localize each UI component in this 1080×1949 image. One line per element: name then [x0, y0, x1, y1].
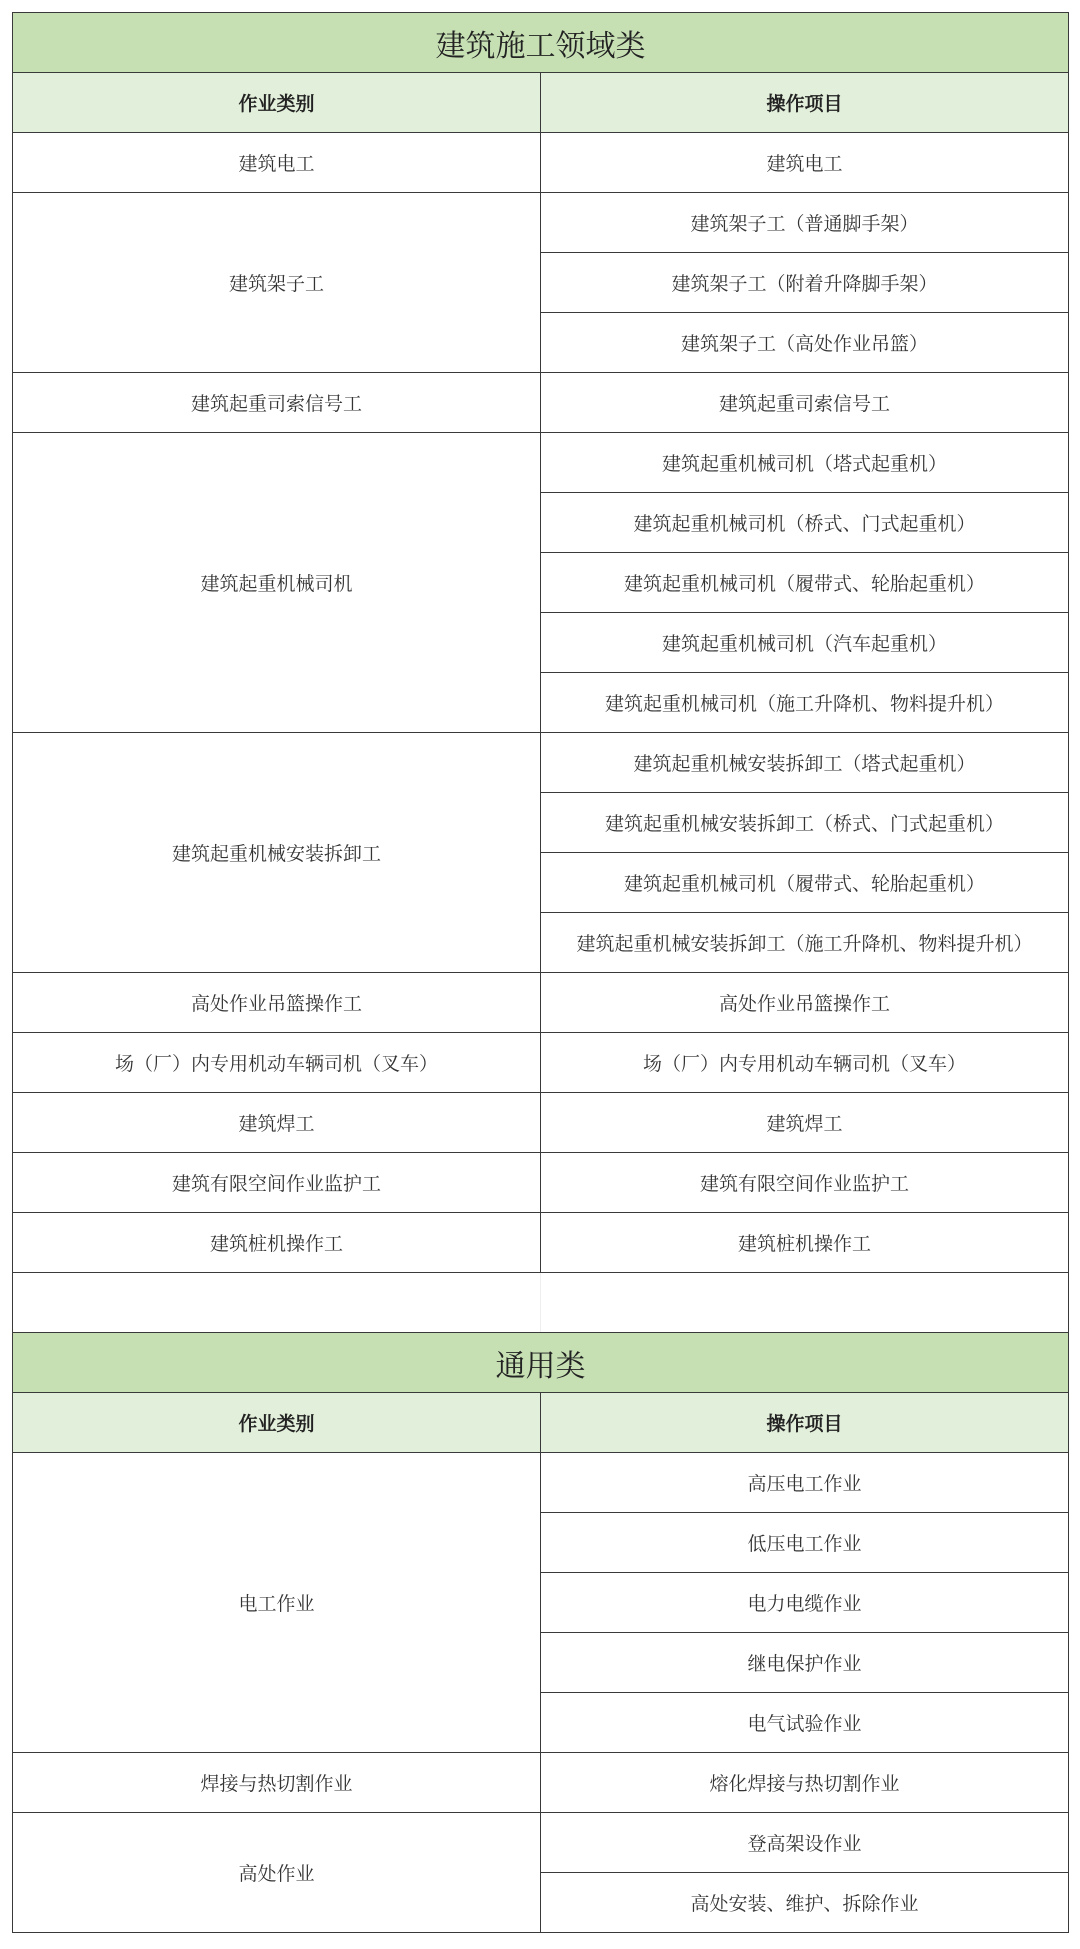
operation-cell: 建筑起重机械司机（施工升降机、物料提升机） [541, 673, 1069, 733]
header-row [13, 1393, 1069, 1453]
operation-cell: 登高架设作业 [541, 1813, 1069, 1873]
table-row [13, 133, 1069, 193]
work-category-table [12, 12, 1069, 1933]
operation-cell: 建筑起重机械司机（履带式、轮胎起重机） [541, 853, 1069, 913]
operation-cell: 建筑架子工（普通脚手架） [541, 193, 1069, 253]
operation-cell: 高处作业吊篮操作工 [541, 973, 1069, 1033]
category-cell: 焊接与热切割作业 [13, 1753, 541, 1813]
category-cell: 建筑桩机操作工 [13, 1213, 541, 1273]
table-row [13, 433, 1069, 493]
operation-cell: 继电保护作业 [541, 1633, 1069, 1693]
section-title: 建筑施工领域类 [13, 13, 1069, 73]
header-row [13, 73, 1069, 133]
category-cell: 建筑电工 [13, 133, 541, 193]
operation-cell: 建筑起重机械司机（汽车起重机） [541, 613, 1069, 673]
operation-cell: 建筑电工 [541, 133, 1069, 193]
category-cell: 建筑起重机械安装拆卸工 [13, 733, 541, 973]
operation-cell: 建筑焊工 [541, 1093, 1069, 1153]
header-operation: 操作项目 [541, 73, 1069, 133]
table-row [13, 373, 1069, 433]
table-row [13, 1213, 1069, 1273]
operation-cell: 熔化焊接与热切割作业 [541, 1753, 1069, 1813]
operation-cell: 建筑有限空间作业监护工 [541, 1153, 1069, 1213]
operation-cell: 建筑架子工（高处作业吊篮） [541, 313, 1069, 373]
empty-cell [13, 1273, 541, 1333]
category-cell: 电工作业 [13, 1453, 541, 1753]
operation-cell: 高处安装、维护、拆除作业 [541, 1873, 1069, 1933]
category-cell: 高处作业 [13, 1813, 541, 1933]
table-row [13, 1093, 1069, 1153]
operation-cell: 建筑起重机械安装拆卸工（桥式、门式起重机） [541, 793, 1069, 853]
operation-cell: 建筑起重机械安装拆卸工（塔式起重机） [541, 733, 1069, 793]
operation-cell: 场（厂）内专用机动车辆司机（叉车） [541, 1033, 1069, 1093]
table-row [13, 1153, 1069, 1213]
category-cell: 建筑架子工 [13, 193, 541, 373]
header-operation: 操作项目 [541, 1393, 1069, 1453]
operation-cell: 电气试验作业 [541, 1693, 1069, 1753]
operation-cell: 建筑起重机械司机（履带式、轮胎起重机） [541, 553, 1069, 613]
table-row [13, 973, 1069, 1033]
operation-cell: 建筑起重机械司机（桥式、门式起重机） [541, 493, 1069, 553]
category-cell: 场（厂）内专用机动车辆司机（叉车） [13, 1033, 541, 1093]
operation-cell: 建筑起重机械司机（塔式起重机） [541, 433, 1069, 493]
section-title-row [13, 13, 1069, 73]
table-row [13, 1753, 1069, 1813]
table-row [13, 1033, 1069, 1093]
spacer-row [13, 1273, 1069, 1333]
operation-cell: 建筑桩机操作工 [541, 1213, 1069, 1273]
table-row [13, 1453, 1069, 1513]
category-cell: 建筑焊工 [13, 1093, 541, 1153]
operation-cell: 高压电工作业 [541, 1453, 1069, 1513]
section-title-row [13, 1333, 1069, 1393]
header-category: 作业类别 [13, 1393, 541, 1453]
operation-cell: 建筑起重司索信号工 [541, 373, 1069, 433]
category-cell: 建筑起重司索信号工 [13, 373, 541, 433]
table-row [13, 193, 1069, 253]
operation-cell: 建筑架子工（附着升降脚手架） [541, 253, 1069, 313]
section-title: 通用类 [13, 1333, 1069, 1393]
table-row [13, 1813, 1069, 1873]
operation-cell: 低压电工作业 [541, 1513, 1069, 1573]
table-row [13, 733, 1069, 793]
operation-cell: 建筑起重机械安装拆卸工（施工升降机、物料提升机） [541, 913, 1069, 973]
empty-cell [541, 1273, 1069, 1333]
category-cell: 建筑起重机械司机 [13, 433, 541, 733]
operation-cell: 电力电缆作业 [541, 1573, 1069, 1633]
header-category: 作业类别 [13, 73, 541, 133]
category-cell: 高处作业吊篮操作工 [13, 973, 541, 1033]
category-cell: 建筑有限空间作业监护工 [13, 1153, 541, 1213]
